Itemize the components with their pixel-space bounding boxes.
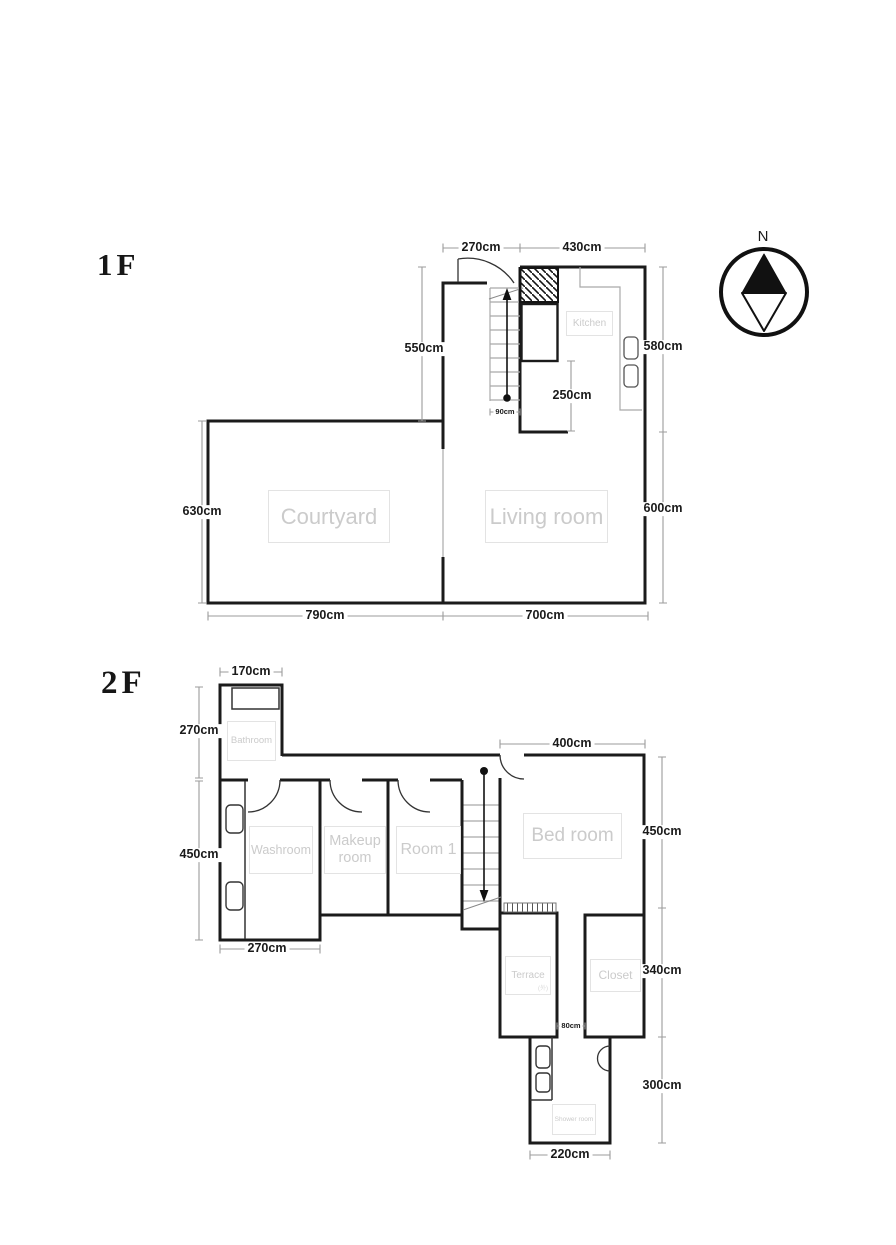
dim-2f-bathroom-width: 170cm	[229, 665, 274, 679]
dim-1f-upper-left-height: 550cm	[402, 342, 447, 356]
room-label-closet-text: Closet	[598, 967, 633, 982]
room-label-bathroom-text: Bathroom	[230, 734, 273, 746]
dim-1f-courtyard-height: 630cm	[180, 505, 225, 519]
dim-1f-courtyard-width: 790cm	[303, 609, 348, 623]
dimension-lines-1f	[198, 244, 667, 621]
dim-1f-nook-height: 250cm	[550, 389, 595, 403]
terrace-railing-hatch	[504, 903, 556, 912]
room-label-makeup-room	[324, 826, 386, 874]
room-label-courtyard-text: Courtyard	[280, 503, 378, 529]
room-label-kitchen-text: Kitchen	[572, 317, 607, 329]
room-label-courtyard	[268, 490, 390, 543]
entrance-door-arc	[458, 258, 514, 283]
dim-2f-bedroom-width: 400cm	[550, 737, 595, 751]
room-label-bedroom-text: Bed room	[531, 825, 614, 847]
pantry-box	[522, 304, 558, 361]
dim-1f-kitchen-width: 430cm	[560, 241, 605, 255]
stairs-break-line-2f	[463, 897, 501, 910]
room-label-bathroom	[227, 721, 276, 761]
stairs-treads-2f	[464, 805, 499, 901]
room-label-terrace-text: Terrace	[511, 969, 545, 981]
dim-2f-terrace-height: 340cm	[640, 964, 685, 978]
room-label-bedroom	[523, 813, 622, 859]
dim-1f-living-width: 700cm	[523, 609, 568, 623]
dim-2f-shower-width: 220cm	[548, 1148, 593, 1162]
room-label-makeup-room-text: Makeup room	[329, 833, 381, 866]
dim-1f-kitchen-right-height: 580cm	[641, 340, 686, 354]
room-label-washroom-text: Washroom	[251, 842, 311, 857]
dim-2f-left-block-height: 450cm	[177, 848, 222, 862]
floor-1f-title: 1F	[97, 247, 140, 282]
kitchen-fixtures	[624, 337, 638, 387]
dim-1f-stair-width: 90cm	[495, 406, 515, 416]
dim-2f-passage-width: 80cm	[561, 1020, 581, 1030]
room-label-closet	[590, 959, 641, 992]
stairs-down-arrow-2f	[480, 767, 489, 902]
room-label-shower-room	[552, 1104, 596, 1135]
room-label-terrace-note: (外)	[538, 986, 548, 993]
room-label-living-room-text: Living room	[489, 503, 604, 529]
compass-rose	[721, 249, 807, 335]
room-label-terrace	[505, 956, 551, 995]
room-label-washroom	[249, 826, 313, 874]
room-label-kitchen	[566, 311, 613, 336]
floor-2f-walls	[219, 684, 646, 1145]
stairs-void-hatch	[520, 268, 558, 302]
floor-2f-title: 2F	[101, 665, 146, 701]
stairs-up-arrow-1f	[503, 288, 512, 402]
dim-2f-shower-height: 300cm	[640, 1079, 685, 1093]
dim-2f-washroom-width: 270cm	[245, 942, 290, 956]
room-label-room1	[396, 826, 461, 874]
room-label-living-room	[485, 490, 608, 543]
compass-north-label: N	[755, 229, 772, 246]
dim-1f-living-right-height: 600cm	[641, 502, 686, 516]
room-label-room1-text: Room 1	[400, 840, 457, 858]
room-label-shower-room-text: Shower room	[554, 1115, 594, 1123]
dim-1f-entrance-width: 270cm	[459, 241, 504, 255]
dim-2f-bedroom-height: 450cm	[640, 825, 685, 839]
dim-2f-bathroom-height: 270cm	[177, 724, 222, 738]
